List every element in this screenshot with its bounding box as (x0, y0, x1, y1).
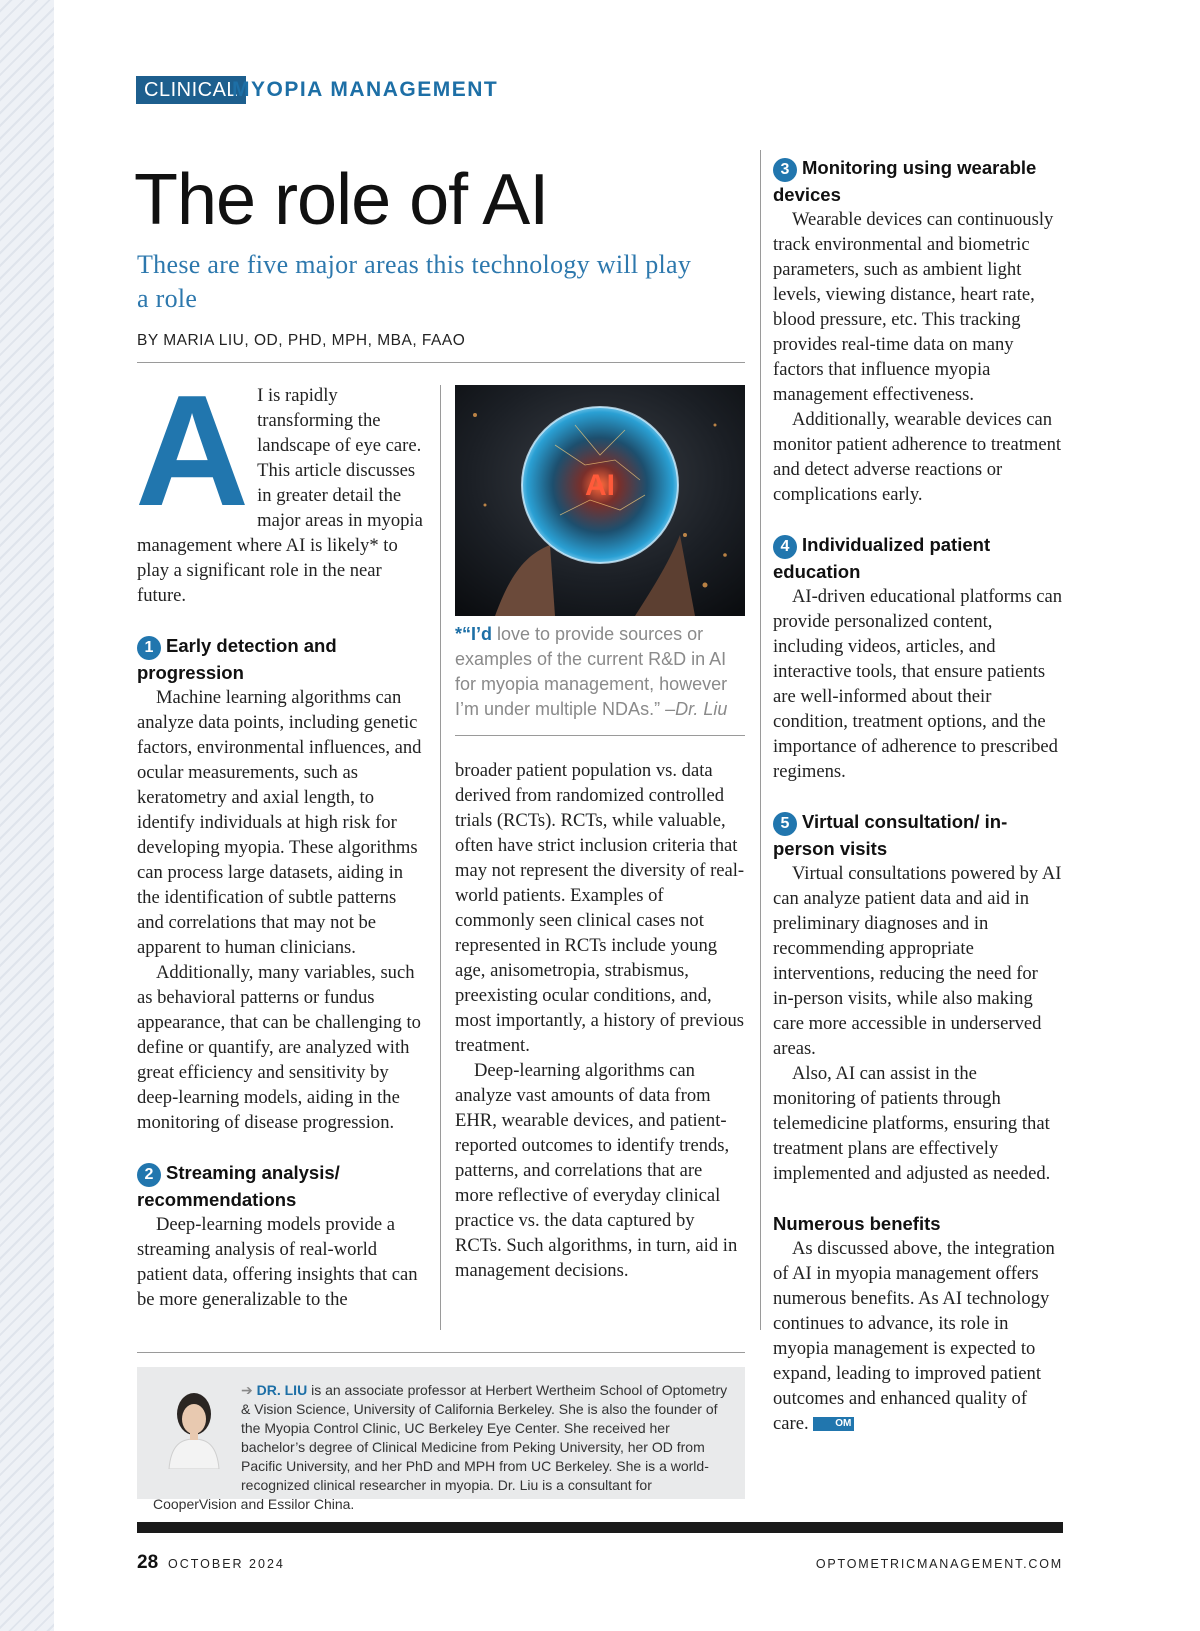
benefits-paragraph (773, 1236, 1063, 1436)
section-heading-1 (137, 633, 427, 685)
section-heading-4 (773, 532, 1063, 584)
byline: BY MARIA LIU, OD, PHD, MPH, MBA, FAAO (137, 332, 466, 349)
issue-date: OCTOBER 2024 (168, 1557, 285, 1571)
bio-description: is an associate professor at Herbert Wertheim School of Optometry & Vision Science, University of California Berkeley. She is also the founder of the Myopia Control Clinic, UC Berkeley Eye Center. She received her bachelor’s degree of Clinical Medicine from Peking University, her OD from Pacific University, and her PhD and MPH from UC Berkeley. She is a world-recognized clinical researcher in myopia. Dr. Liu is a consultant for CooperVision and Essilor China. (153, 1382, 728, 1512)
number-badge: 1 (137, 636, 161, 660)
number-badge: 3 (773, 158, 797, 182)
bio-name: DR. LIU (256, 1382, 308, 1398)
body-paragraph: AI-driven educational platforms can provide personalized content, including videos, articles, and interactive tools, that ensure patients are well-informed about their condition, treatment options, and the importance of adherence to prescribed regimens. (773, 586, 1063, 782)
column-3 (773, 155, 1063, 1436)
column-2 (455, 758, 745, 1283)
drop-cap: A (135, 363, 250, 539)
heading-text: Monitoring using wearable devices (773, 157, 1037, 205)
body-paragraph: Also, AI can assist in the monitoring of patients through telemedicine platforms, ensuring that treatment plans are effectively implemented and adjusted as needed. (773, 1063, 1051, 1184)
arrow-icon: ➔ (241, 1382, 257, 1398)
caption-lead: *“I’d (455, 624, 493, 644)
caption-text: love to provide sources or examples of the current R&D in AI for myopia management, however I’m under multiple NDAs.” (455, 624, 728, 719)
body-paragraph: Additionally, many variables, such as behavioral patterns or fundus appearance, that can be challenging to define or quantify, are analyzed with great efficiency and sensitivity by deep-learning models, aiding in the monitoring of disease progression. (137, 962, 421, 1133)
body-paragraph: broader patient population vs. data derived from randomized controlled trials (RCTs). RCTs, while valuable, often have strict inclusion criteria that may not represent the diversity of real-world patients. Examples of commonly seen clinical cases not represented in RCTs include young age, anisometropia, strabismus, preexisting ocular conditions, and, most importantly, a history of previous treatment. (455, 760, 745, 1056)
footer-bar (137, 1522, 1063, 1533)
heading-text: Early detection and progression (137, 635, 337, 683)
category-tag: CLINICAL (136, 76, 246, 104)
photo-illustration (455, 385, 745, 616)
column-1 (135, 363, 427, 1312)
page-edge-stripe (0, 0, 54, 1631)
caption-rule (455, 735, 745, 736)
body-paragraph: Virtual consultations powered by AI can analyze patient data and aid in preliminary diagnoses and in recommending appropriate interventions, reducing the need for in-person visits, while also making care more accessible in underserved areas. (773, 863, 1062, 1059)
body-paragraph: Deep-learning algorithms can analyze vast amounts of data from EHR, wearable devices, and patient-reported outcomes to identify trends, patterns, and correlations that are more reflective of everyday clinical practice vs. the data captured by RCTs. Such algorithms, in turn, aid in management decisions. (455, 1060, 738, 1281)
number-badge: 5 (773, 812, 797, 836)
intro-paragraph (135, 363, 427, 608)
author-bio-box (137, 1367, 745, 1512)
number-badge: 4 (773, 535, 797, 559)
benefits-heading: Numerous benefits (773, 1213, 941, 1234)
ai-glow-text: AI (585, 469, 615, 502)
benefits-text: As discussed above, the integration of AI in myopia management offers numerous benefits. As AI technology continues to advance, its role in myopia management is expected to expand, leading to improved patient outcomes and enhanced quality of care. (773, 1238, 1055, 1434)
body-paragraph: Wearable devices can continuously track environmental and biometric parameters, such as ambient light levels, viewing distance, heart rate, blood pressure, etc. This tracking provides real-time data on many factors that influence myopia management effectiveness. (773, 209, 1054, 405)
end-mark-icon: OM (813, 1417, 854, 1431)
column-divider (440, 385, 441, 1330)
body-paragraph: Additionally, wearable devices can monitor patient adherence to treatment and detect adverse reactions or complications early. (773, 409, 1062, 505)
ai-crystal-ball-photo (455, 385, 745, 616)
bio-rule (137, 1352, 745, 1353)
heading-text: Individualized patient education (773, 534, 991, 582)
article-title: The role of AI (134, 160, 549, 240)
article-subtitle: These are five major areas this technology will play a role (137, 250, 692, 313)
bio-text (153, 1381, 733, 1514)
section-heading-2 (137, 1160, 427, 1212)
caption-attribution: –Dr. Liu (660, 699, 728, 719)
pull-quote-caption (455, 622, 750, 722)
column-divider (760, 150, 761, 1330)
heading-text: Virtual consultation/ in-person visits (773, 811, 1008, 859)
page-number: 28 (137, 1552, 159, 1573)
section-heading-5 (773, 809, 1063, 861)
heading-text: Streaming analysis/ recommendations (137, 1162, 340, 1210)
body-paragraph: Deep-learning models provide a streaming analysis of real-world patient data, offering insights that can be more generalizable to the (137, 1214, 418, 1310)
section-heading-3 (773, 155, 1063, 207)
website-url: OPTOMETRICMANAGEMENT.COM (815, 1557, 1063, 1571)
number-badge: 2 (137, 1163, 161, 1187)
intro-text: I is rapidly transforming the landscape of eye care. This article discusses in greater detail the major areas in myopia management where AI is likely* to play a significant role in the near future. (137, 385, 423, 606)
section-title: MYOPIA MANAGEMENT (232, 78, 499, 101)
body-paragraph: Machine learning algorithms can analyze data points, including genetic factors, environmental influences, and ocular measurements, such as keratometry and axial length, to identify individuals at high risk for developing myopia. These algorithms can process large datasets, aiding in the identification of subtle patterns and correlations that may not be apparent to human clinicians. (137, 687, 422, 958)
